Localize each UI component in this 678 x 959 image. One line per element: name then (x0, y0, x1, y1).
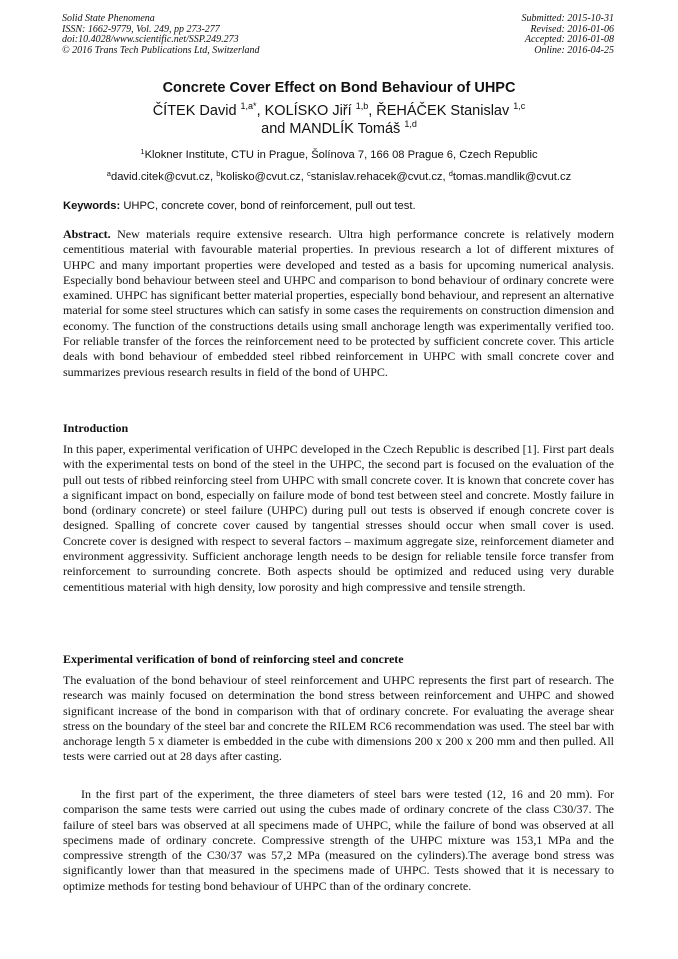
author-affiliation-mark: 1,a* (240, 101, 257, 111)
email-mark: b (216, 169, 221, 178)
publication-dates (522, 14, 615, 57)
author-affiliation-mark: 1,d (404, 118, 417, 129)
email-address: david.citek@cvut.cz (110, 171, 210, 183)
affiliation-text: Klokner Institute, CTU in Prague, Šolínova 7, 166 08 Prague 6, Czech Republic (144, 149, 538, 161)
journal-name: Solid State Phenomena (62, 13, 155, 24)
keywords-text: UHPC, concrete cover, bond of reinforcement, pull out test. (123, 200, 416, 212)
abstract-label: Abstract. (63, 227, 111, 241)
email-address: stanislav.rehacek@cvut.cz (310, 171, 443, 183)
doi: doi:10.4028/www.scientific.net/SSP.249.273 (62, 34, 239, 46)
keywords-label: Keywords: (63, 200, 121, 212)
section-heading-experimental: Experimental verification of bond of reinforcing steel and concrete (63, 652, 404, 666)
author-list (60, 103, 618, 138)
experimental-paragraph-2: In the first part of the experiment, the three diameters of steel bars were tested (12, 16 and 20 mm). For comparison the same tests were carried out using the cubes made of ordinary concrete of the class C30/37. The failure of steel bars was observed at all specimens made of UHPC, while the failure of bond was observed at all specimens made of ordinary concrete. Compressive strength of the UHPC mixture was 153,1 MPa and the compressive strength of the C30/37 was 57,2 MPa (measured on the cylinders).The average bond stress was significantly lower than that measured in the specimens made of UHPC. Tests showed that it is necessary to optimize methods for testing bond behaviour of UHPC than of the ordinary concrete. (63, 787, 614, 893)
author-affiliation-mark: 1,b (355, 101, 369, 111)
email-mark: d (448, 169, 453, 178)
email-address: tomas.mandlik@cvut.cz (452, 171, 572, 183)
author-name: ŘEHÁČEK Stanislav (376, 103, 510, 119)
abstract (63, 227, 614, 380)
author-separator: , (368, 103, 377, 119)
date-online: Online: 2016-04-25 (534, 45, 614, 57)
author-emails: $^a$david.citek@cvut.cz, $^b$kolisko@cvut.cz, $^c$stanislav.rehacek@cvut.cz, $^d$tomas.mandlik@cvut.cz (106, 169, 572, 183)
paper-title: Concrete Cover Effect on Bond Behaviour of UHPC (162, 80, 516, 96)
date-revised: Revised: 2016-01-06 (530, 23, 614, 35)
affiliation (0, 149, 678, 161)
journal-info (62, 14, 260, 57)
section-heading-introduction: Introduction (63, 421, 129, 435)
email-mark: c (306, 169, 311, 178)
email-mark: a (106, 169, 111, 178)
email-address: kolisko@cvut.cz (220, 171, 301, 183)
issn: ISSN: 1662-9779, Vol. 249, pp 273-277 (62, 23, 220, 35)
affiliation-mark: 1 (140, 147, 145, 156)
keywords (63, 200, 416, 212)
author-separator: , (256, 103, 265, 119)
abstract-text: New materials require extensive research. Ultra high performance concrete is relatively modern cementitious material with favourable material properties. In previous research a lot of different mixtures of UHPC and many important properties were developed and tested as a basis for upcoming numerical analysis. Especially bond behaviour between steel and UHPC and comparison to bond behaviour of ordinary concrete were examined. UHPC has significant better material properties, especially bond behaviour, and represent an alternative material for some steel structures which can satisfy in some cases the requirements on construction dimension and economy. The function of the constructions details using small anchorage length was experimentally verified too. For reliable transfer of the forces the reinforcement need to be protected by sufficient concrete cover. This article deals with bond behaviour of embedded steel ribbed reinforcement in UHPC with small concrete cover and summarizes previous research results in field of the bond of UHPC. (63, 227, 615, 379)
introduction-paragraph: In this paper, experimental verification of UHPC developed in the Czech Republic is described [1]. First part deals with the experimental tests on bond of the steel in the UHPC, the second part is focused on the evaluation of the pull out tests of ribbed reinforcing steel from UHPC with small concrete cover. It is known that concrete cover has a significant impact on bond, especially on failure mode of bond test between steel and concrete. Mostly failure in bond (ordinary concrete) or steel failure (UHPC) during pull out tests is observed if enough concrete cover is designed. Spalling of concrete cover caused by tangential stresses should occur when small cover is used. Concrete cover is designed with respect to several factors – maximum aggregate size, reinforcement diameter and environment aggressivity. Sufficient anchorage length needs to be design for reliable tensile force transfer from reinforcement to surrounding concrete. Both aspects should be optimized and reduced using very durable cementitious material with high density, low porosity and high compressive and tensile strength. (63, 442, 614, 594)
copyright: © 2016 Trans Tech Publications Ltd, Switzerland (62, 45, 260, 57)
author-name: and MANDLÍK Tomáš (261, 120, 401, 137)
author-name: ČÍTEK David (152, 103, 237, 119)
author-name: KOLÍSKO Jiří (264, 103, 352, 119)
date-submitted: Submitted: 2015-10-31 (521, 13, 614, 24)
author-affiliation-mark: 1,c (513, 101, 526, 111)
experimental-paragraph-1: The evaluation of the bond behaviour of steel reinforcement and UHPC represents the first part of research. The research was mainly focused on determination the bond stress between reinforcement and UHPC and showed significant increase of the bond in comparison with that of ordinary concrete. For evaluating the average shear stress on the boundary of the steel bar and concrete the RILEM RC6 recommendation was used. The steel bar with anchorage length 5 x diameter is embedded in the cube with dimensions 200 x 200 x 200 mm and then pulled. All tests were carried out at 28 days after casting. (63, 673, 614, 764)
date-accepted: Accepted: 2016-01-08 (524, 34, 614, 46)
